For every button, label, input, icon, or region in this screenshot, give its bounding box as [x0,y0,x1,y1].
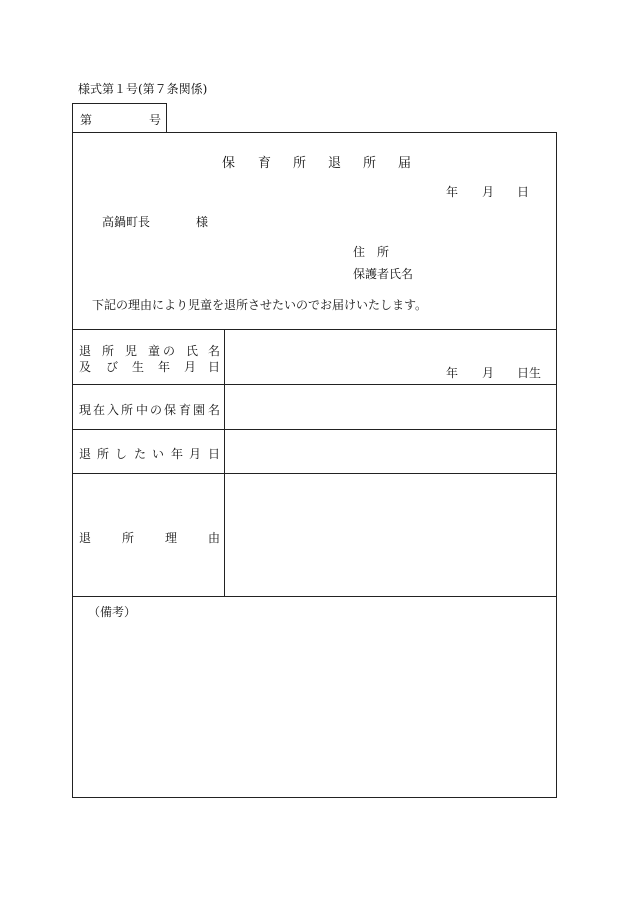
withdraw-date-label-char: 月 [189,447,202,461]
form-title-char: 育 [258,156,272,171]
current-nursery-label-char: 保 [164,403,177,417]
reason-label-char: 所 [122,531,135,545]
row-divider [72,329,557,330]
current-nursery-label-char: 入 [107,403,120,417]
child-label-char: び [106,360,119,374]
withdraw-date-label-char: 退 [79,447,92,461]
withdraw-date-label-char: 年 [171,447,184,461]
reason-label-char: 退 [79,531,92,545]
form-caption: 様式第１号(第７条関係) [78,82,208,96]
child-label-char: 童 [148,344,161,358]
column-divider [224,329,225,596]
submit-date-day: 日 [517,185,530,199]
remarks-label: （備考） [88,605,137,619]
addressee-honorific: 様 [196,215,209,229]
reason-label-char: 理 [165,531,178,545]
child-label-char: 日 [208,360,221,374]
child-label-char: 所 [102,344,115,358]
child-label-char: 退 [79,344,92,358]
form-body [72,132,557,798]
withdraw-date-label-char: い [152,447,165,461]
form-title-char: 退 [328,156,342,171]
child-label-char: 氏 [186,344,199,358]
child-label-char: の [163,344,176,358]
row-divider [72,596,557,597]
addressee-name: 高鍋町長 [102,215,151,229]
reason-label-char: 由 [208,531,221,545]
statement-text: 下記の理由により児童を退所させたいのでお届けいたします。 [92,298,428,312]
current-nursery-label-char: の [150,403,163,417]
number-dai-label: 第 [80,113,93,127]
birth-date-day: 日生 [517,366,542,380]
current-nursery-label-char: 園 [193,403,206,417]
birth-date-year: 年 [446,366,459,380]
form-title-char: 所 [363,156,377,171]
child-label-char: 名 [208,344,221,358]
withdraw-date-label-char: 日 [208,447,221,461]
form-title-char: 届 [398,156,412,171]
child-label-char: 及 [79,360,92,374]
submit-date-month: 月 [482,185,495,199]
child-label-char: 児 [125,344,138,358]
form-title-char: 所 [293,156,307,171]
row-divider [72,384,557,385]
birth-date-month: 月 [482,366,495,380]
withdraw-date-label-char: た [134,447,147,461]
receipt-number-box [72,103,167,132]
address-label: 住 所 [353,245,390,259]
withdraw-date-label-char: し [115,447,128,461]
current-nursery-label-char: 現 [79,403,92,417]
submit-date-year: 年 [446,185,459,199]
guardian-name-label: 保護者氏名 [353,267,414,281]
number-go-label: 号 [149,113,162,127]
current-nursery-label-char: 所 [121,403,134,417]
current-nursery-label-char: 在 [93,403,106,417]
child-label-char: 生 [132,360,145,374]
current-nursery-label-char: 中 [136,403,149,417]
child-label-char: 年 [158,360,171,374]
withdraw-date-label-char: 所 [97,447,110,461]
row-divider [72,473,557,474]
current-nursery-label-char: 育 [179,403,192,417]
child-label-char: 月 [184,360,197,374]
current-nursery-label-char: 名 [208,403,221,417]
form-title-char: 保 [222,156,236,171]
row-divider [72,429,557,430]
